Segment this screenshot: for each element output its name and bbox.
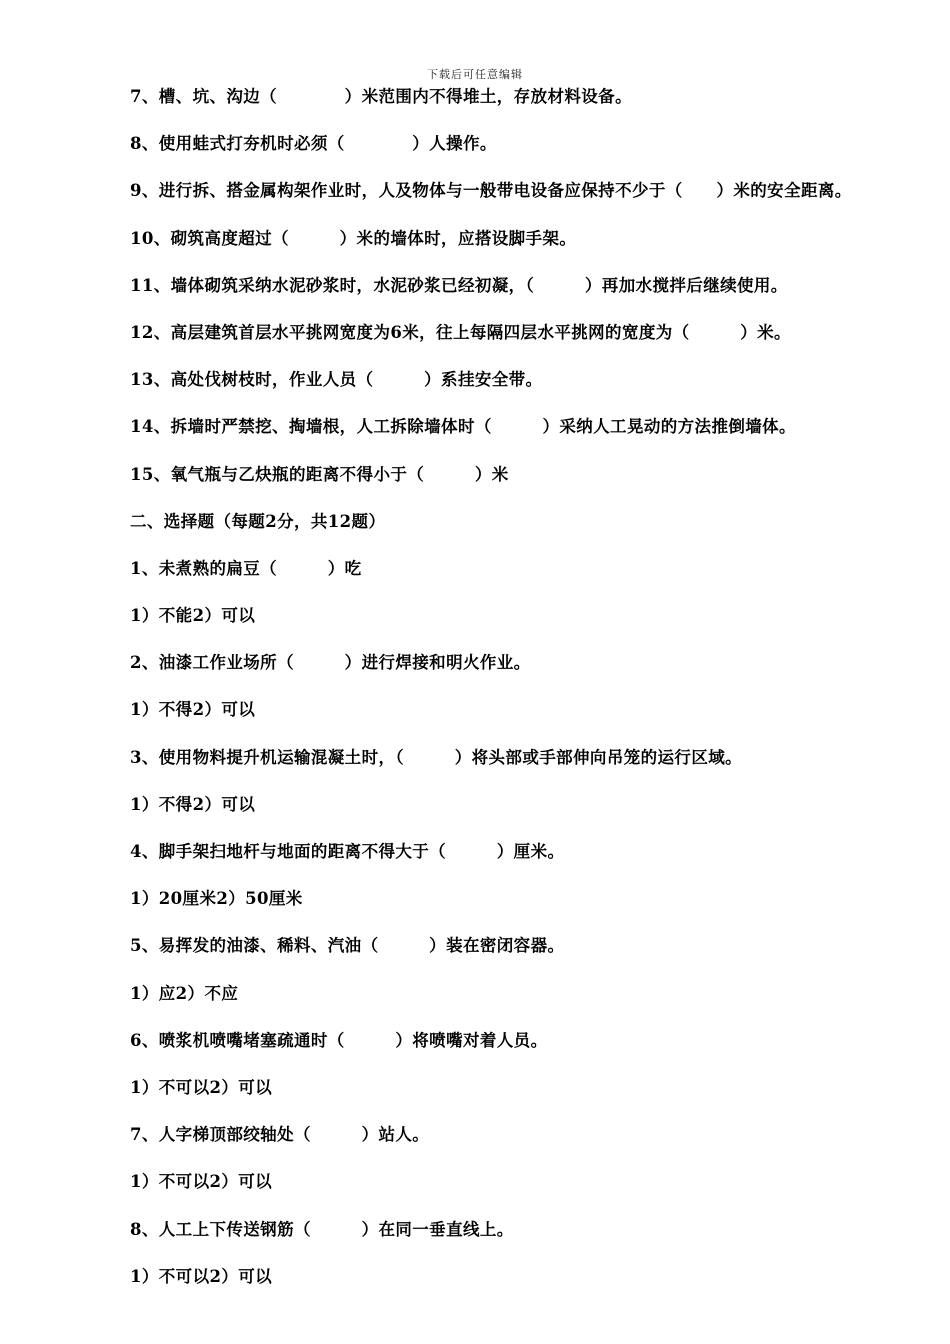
answer-options: 1）不得2）可以	[130, 700, 256, 720]
header-note: 下载后可任意编辑	[427, 68, 523, 81]
question-line: 7、人字梯顶部绞轴处（ ）站人。	[130, 1125, 430, 1145]
question-line: 7、槽、坑、沟边（ ）米范围内不得堆土，存放材料设备。	[130, 87, 632, 106]
question-line: 1、未煮熟的扁豆（ ）吃	[130, 558, 362, 578]
question-line: 6、喷浆机喷嘴堵塞疏通时（ ）将喷嘴对着人员。	[130, 1030, 548, 1050]
section-heading: 二、选择题（每题2分，共12题）	[130, 511, 386, 531]
question-line: 8、使用蛙式打夯机时必须（ ）人操作。	[130, 134, 497, 154]
answer-options: 1）不得2）可以	[130, 794, 256, 814]
question-line: 14、拆墙时严禁挖、掏墙根，人工拆除墙体时（ ）采纳人工晃动的方法推倒墙体。	[130, 417, 796, 437]
answer-options: 1）不可以2）可以	[130, 1172, 273, 1192]
answer-options: 1）不可以2）可以	[130, 1266, 273, 1286]
question-line: 8、人工上下传送钢筋（ ）在同一垂直线上。	[130, 1219, 514, 1239]
question-line: 13、高处伐树枝时，作业人员（ ）系挂安全带。	[130, 370, 543, 390]
answer-options: 1）不可以2）可以	[130, 1077, 273, 1097]
question-line: 9、进行拆、搭金属构架作业时，人及物体与一般带电设备应保持不少于（ ）米的安全距离。	[130, 181, 852, 201]
answer-options: 1）20厘米2）50厘米	[130, 889, 303, 909]
question-line: 15、氧气瓶与乙炔瓶的距离不得小于（ ）米	[130, 464, 509, 484]
answer-options: 1）应2）不应	[130, 983, 239, 1003]
document-body	[130, 84, 920, 1311]
question-line: 10、砌筑高度超过（ ）米的墙体时，应搭设脚手架。	[130, 228, 577, 248]
answer-options: 1）不能2）可以	[130, 606, 256, 626]
question-line: 12、高层建筑首层水平挑网宽度为6米，往上每隔四层水平挑网的宽度为（ ）米。	[130, 322, 791, 342]
question-line: 4、脚手架扫地杆与地面的距离不得大于（ ）厘米。	[130, 842, 565, 861]
question-line: 5、易挥发的油漆、稀料、汽油（ ）装在密闭容器。	[130, 936, 565, 956]
question-line: 11、墙体砌筑采纳水泥砂浆时，水泥砂浆已经初凝，（ ）再加水搅拌后继续使用。	[130, 275, 788, 295]
question-line: 2、油漆工作业场所（ ）进行焊接和明火作业。	[130, 653, 531, 673]
question-line: 3、使用物料提升机运输混凝土时，（ ）将头部或手部伸向吊笼的运行区域。	[130, 747, 743, 767]
